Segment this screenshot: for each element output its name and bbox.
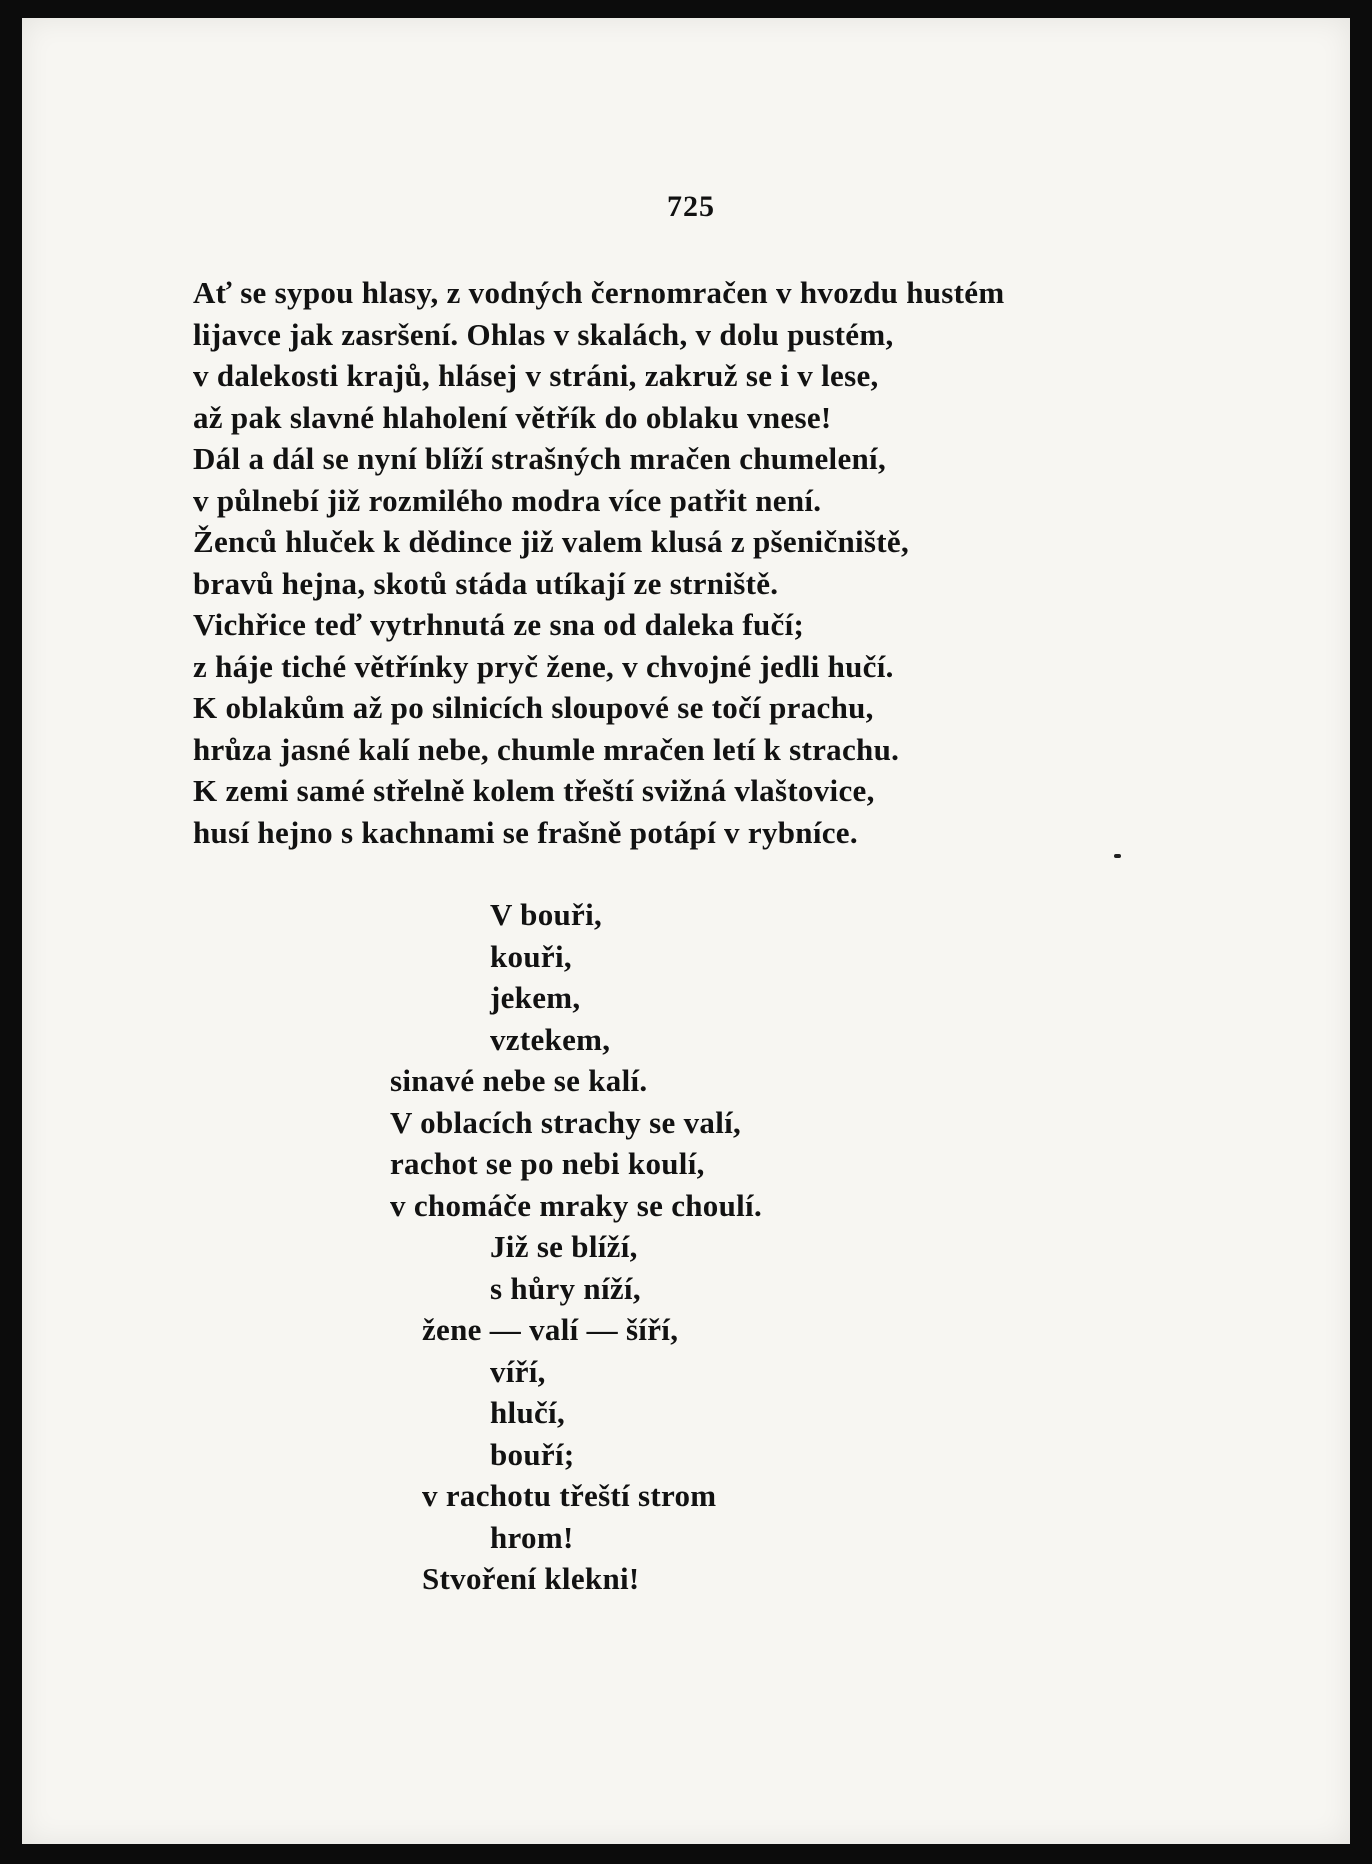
verse-line: Již se blíží, bbox=[490, 1229, 638, 1264]
prose-line: Ať se sypou hlasy, z vodných černomračen v hvozdu hustém bbox=[193, 275, 1005, 310]
verse-line: sinavé nebe se kalí. bbox=[390, 1063, 648, 1098]
verse-block bbox=[390, 894, 1090, 1600]
prose-line: K oblakům až po silnicích sloupové se točí prachu, bbox=[193, 690, 874, 725]
prose-line: hrůza jasné kalí nebe, chumle mračen letí k strachu. bbox=[193, 731, 900, 767]
verse-line: bouří; bbox=[490, 1436, 575, 1472]
verse-line: v chomáče mraky se choulí. bbox=[390, 1187, 763, 1223]
verse-line: žene — valí — šíří, bbox=[422, 1312, 679, 1347]
prose-line: Ženců hluček k dědince již valem klusá z pšeničniště, bbox=[193, 524, 910, 559]
verse-line: hrom! bbox=[490, 1519, 574, 1555]
verse-line: Stvoření klekni! bbox=[422, 1561, 640, 1596]
prose-block bbox=[193, 272, 1193, 853]
verse-line: rachot se po nebi koulí, bbox=[390, 1146, 705, 1181]
prose-line: až pak slavné hlaholení větřík do oblaku vnese! bbox=[193, 399, 832, 435]
prose-line: Vichřice teď vytrhnutá ze sna od daleka fučí; bbox=[193, 607, 805, 642]
prose-line: z háje tiché větřínky pryč žene, v chvojné jedli hučí. bbox=[193, 648, 894, 684]
verse-line: s hůry níží, bbox=[490, 1270, 641, 1306]
verse-line: kouři, bbox=[490, 938, 572, 974]
verse-line: vztekem, bbox=[490, 1021, 611, 1057]
prose-line: husí hejno s kachnami se frašně potápí v rybníce. bbox=[193, 814, 858, 850]
verse-line: v rachotu třeští strom bbox=[422, 1478, 717, 1513]
ink-speck bbox=[1114, 854, 1121, 858]
prose-line: bravů hejna, skotů stáda utíkají ze strniště. bbox=[193, 565, 779, 601]
prose-line: lijavce jak zasršení. Ohlas v skalách, v dolu pustém, bbox=[193, 316, 894, 352]
verse-line: V oblacích strachy se valí, bbox=[390, 1104, 742, 1140]
prose-line: v dalekosti krajů, hlásej v stráni, zakruž se i v lese, bbox=[193, 358, 879, 393]
page-number: 725 bbox=[667, 190, 715, 223]
prose-line: K zemi samé střelně kolem třeští svižná vlaštovice, bbox=[193, 773, 875, 808]
verse-line: víří, bbox=[490, 1353, 546, 1389]
prose-line: v půlnebí již rozmilého modra více patřit není. bbox=[193, 482, 822, 518]
verse-line: V bouři, bbox=[490, 897, 603, 932]
verse-line: hlučí, bbox=[490, 1395, 566, 1430]
scanned-page bbox=[22, 18, 1350, 1844]
verse-line: jekem, bbox=[490, 980, 581, 1015]
prose-line: Dál a dál se nyní blíží strašných mračen chumelení, bbox=[193, 441, 887, 476]
